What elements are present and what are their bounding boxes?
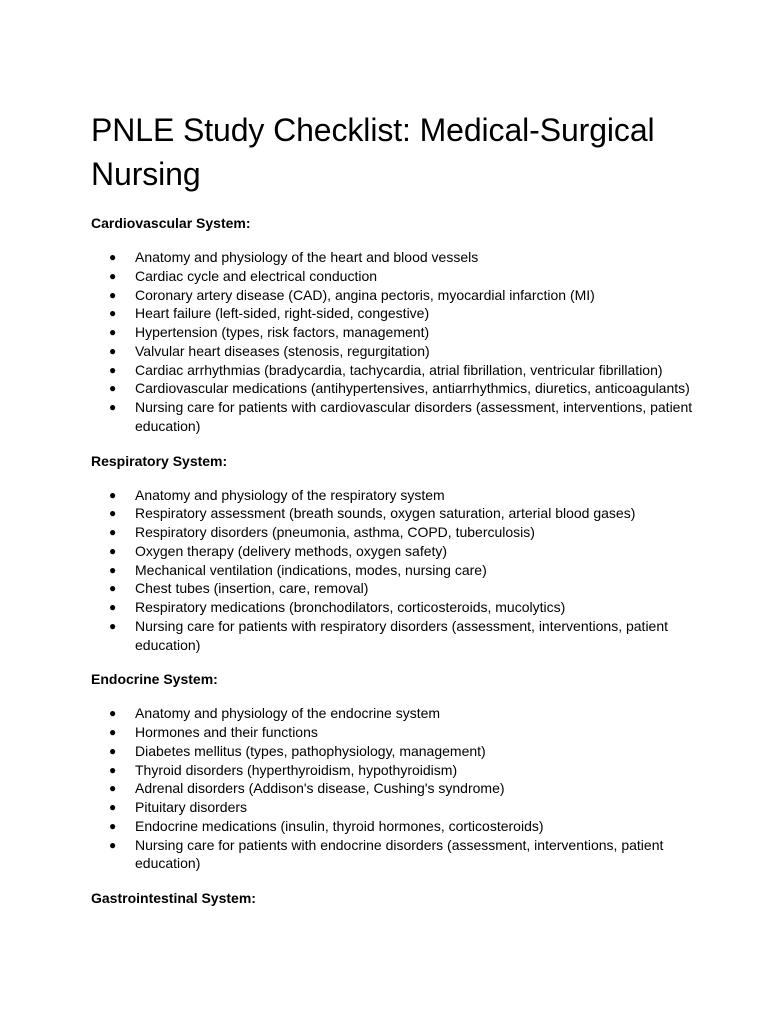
bullet-icon: ●	[109, 781, 117, 796]
list-item	[91, 286, 708, 305]
list-item-text: Endocrine medications (insulin, thyroid hormones, corticosteroids)	[135, 817, 544, 834]
bullet-icon: ●	[109, 287, 117, 302]
list-item	[91, 486, 708, 505]
bullet-list	[91, 704, 708, 873]
section	[91, 670, 708, 873]
list-item	[91, 379, 708, 398]
bullet-icon: ●	[109, 725, 117, 739]
bullet-icon: ●	[109, 381, 117, 396]
list-item-text: Respiratory medications (bronchodilators, corticosteroids, mucolytics)	[135, 599, 566, 615]
sections-container	[91, 214, 708, 907]
list-item-text: Anatomy and physiology of the respiratory system	[135, 486, 445, 503]
list-item-text: Nursing care for patients with respiratory disorders (assessment, interventions, patient education)	[135, 617, 669, 653]
list-item-text: Nursing care for patients with cardiovascular disorders (assessment, interventions, patient education)	[135, 399, 693, 434]
list-item	[91, 704, 708, 723]
list-item	[91, 504, 708, 523]
list-item	[91, 817, 708, 836]
bullet-icon: ●	[109, 506, 117, 521]
bullet-icon: ●	[109, 525, 117, 539]
list-item-text: Hormones and their functions	[135, 724, 318, 740]
list-item	[91, 836, 708, 874]
list-item	[91, 248, 708, 267]
bullet-icon: ●	[109, 543, 117, 558]
section	[91, 214, 708, 436]
bullet-icon: ●	[109, 618, 117, 633]
list-item-text: Mechanical ventilation (indications, modes, nursing care)	[135, 561, 487, 578]
bullet-icon: ●	[109, 250, 117, 264]
bullet-list	[91, 248, 708, 436]
bullet-icon: ●	[109, 400, 117, 414]
bullet-icon: ●	[109, 837, 117, 852]
list-item	[91, 267, 708, 286]
list-item	[91, 304, 708, 323]
list-item	[91, 523, 708, 542]
list-item	[91, 798, 708, 817]
list-item-text: Diabetes mellitus (types, pathophysiology, management)	[135, 742, 486, 759]
list-item-text: Oxygen therapy (delivery methods, oxygen safety)	[135, 542, 448, 559]
list-item	[91, 723, 708, 742]
bullet-icon: ●	[109, 600, 117, 614]
bullet-list	[91, 486, 708, 655]
bullet-icon: ●	[109, 818, 117, 833]
list-item	[91, 779, 708, 798]
section-heading: Gastrointestinal System:	[91, 890, 256, 906]
section	[91, 889, 708, 907]
list-item	[91, 761, 708, 780]
bullet-icon: ●	[109, 306, 117, 321]
list-item-text: Heart failure (left-sided, right-sided, congestive)	[135, 305, 430, 322]
list-item	[91, 598, 708, 617]
bullet-icon: ●	[109, 743, 117, 758]
section-heading: Cardiovascular System:	[91, 215, 251, 231]
list-item-text: Chest tubes (insertion, care, removal)	[135, 580, 369, 597]
bullet-icon: ●	[109, 325, 117, 339]
list-item	[91, 361, 708, 380]
list-item	[91, 579, 708, 598]
list-item-text: Anatomy and physiology of the heart and blood vessels	[135, 249, 479, 265]
list-item-text: Respiratory disorders (pneumonia, asthma, COPD, tuberculosis)	[135, 524, 535, 540]
list-item-text: Anatomy and physiology of the endocrine system	[135, 705, 441, 722]
bullet-icon: ●	[109, 562, 117, 577]
list-item	[91, 398, 708, 436]
section	[91, 452, 708, 655]
bullet-icon: ●	[109, 487, 117, 502]
bullet-icon: ●	[109, 762, 117, 777]
list-item-text: Hypertension (types, risk factors, management)	[135, 324, 430, 340]
page-title: PNLE Study Checklist: Medical-Surgical Nursing	[91, 112, 655, 192]
list-item-text: Respiratory assessment (breath sounds, oxygen saturation, arterial blood gases)	[135, 505, 636, 522]
list-item	[91, 342, 708, 361]
list-item-text: Valvular heart diseases (stenosis, regurgitation)	[135, 342, 430, 359]
bullet-icon: ●	[109, 362, 117, 377]
bullet-icon: ●	[109, 800, 117, 814]
list-item	[91, 561, 708, 580]
list-item-text: Adrenal disorders (Addison's disease, Cushing's syndrome)	[135, 780, 505, 797]
list-item-text: Coronary artery disease (CAD), angina pectoris, myocardial infarction (MI)	[135, 286, 595, 303]
list-item-text: Cardiac arrhythmias (bradycardia, tachycardia, atrial fibrillation, ventricular fibrillation)	[135, 361, 663, 378]
list-item	[91, 323, 708, 342]
list-item	[91, 542, 708, 561]
section-heading: Respiratory System:	[91, 452, 228, 469]
bullet-icon: ●	[109, 268, 117, 283]
list-item	[91, 742, 708, 761]
list-item-text: Thyroid disorders (hyperthyroidism, hypothyroidism)	[135, 761, 458, 778]
bullet-icon: ●	[109, 581, 117, 596]
section-heading: Endocrine System:	[91, 671, 218, 688]
bullet-icon: ●	[109, 706, 117, 721]
list-item	[91, 617, 708, 655]
bullet-icon: ●	[109, 343, 117, 358]
list-item-text: Cardiovascular medications (antihypertensives, antiarrhythmics, diuretics, anticoagulants)	[135, 380, 690, 397]
list-item-text: Cardiac cycle and electrical conduction	[135, 267, 378, 284]
list-item-text: Pituitary disorders	[135, 799, 248, 815]
list-item-text: Nursing care for patients with endocrine disorders (assessment, interventions, patient education)	[135, 836, 664, 872]
